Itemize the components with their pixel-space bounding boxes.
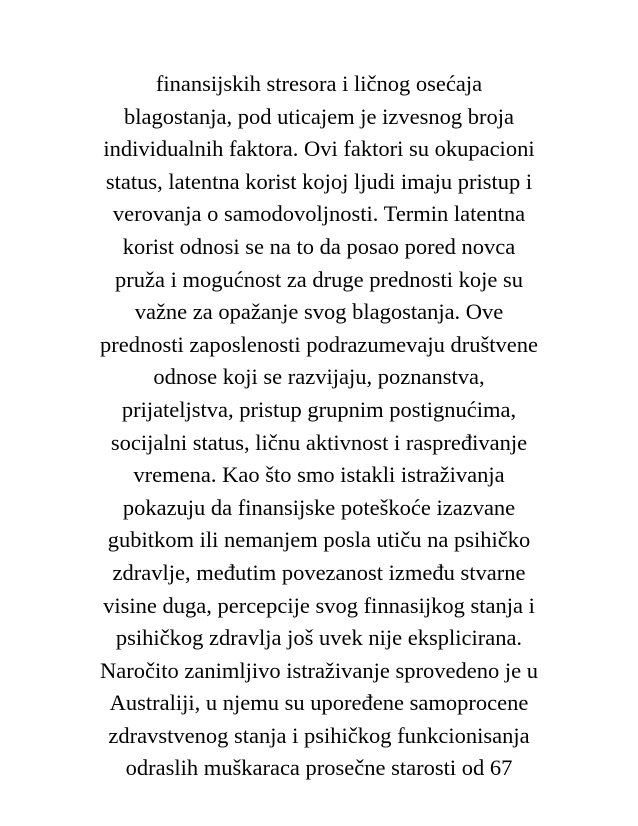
text-line: Naročito zanimljivo istraživanje sprovedeno je u bbox=[100, 657, 538, 683]
text-line: odnose koji se razvijaju, poznanstva, bbox=[153, 364, 485, 390]
text-line: gubitkom ili nemanjem posla utiču na psihičko bbox=[107, 527, 531, 553]
text-line: socijalni status, ličnu aktivnost i raspređivanje bbox=[110, 429, 528, 455]
body-paragraph bbox=[40, 68, 598, 785]
text-line: individualnih faktora. Ovi faktori su okupacioni bbox=[103, 136, 535, 162]
text-line: pokazuju da finansijske poteškoće izazvane bbox=[122, 494, 516, 520]
text-line: verovanja o samodovoljnosti. Termin latentna bbox=[112, 201, 526, 227]
text-line: blagostanja, pod uticajem je izvesnog broja bbox=[124, 103, 514, 129]
text-line: prijateljstva, pristup grupnim postignućima, bbox=[121, 396, 517, 422]
text-line: korist odnosi se na to da posao pored novca bbox=[122, 233, 516, 259]
text-line: pruža i mogućnost za druge prednosti koje su bbox=[114, 266, 524, 292]
text-line: zdravlje, međutim povezanost između stvarne bbox=[112, 559, 526, 585]
text-line: psihičkog zdravlja još uvek nije eksplicirana. bbox=[115, 625, 523, 651]
text-line: finansijskih stresora i ličnog osećaja bbox=[155, 71, 483, 96]
text-line: zdravstvenog stanja i psihičkog funkcionisanja bbox=[108, 722, 530, 748]
text-line: važne za opažanje svog blagostanja. Ove bbox=[134, 299, 504, 325]
text-line: visine duga, percepcije svog finnasijkog stanja i bbox=[103, 592, 535, 618]
text-line: prednosti zaposlenosti podrazumevaju društvene bbox=[99, 331, 538, 357]
text-line: odraslih muškaraca prosečne starosti od 67 bbox=[125, 755, 513, 781]
text-line: Australiji, u njemu su upoređene samoprocene bbox=[109, 690, 529, 716]
text-line: status, latentna korist kojoj ljudi imaju pristup i bbox=[105, 168, 533, 194]
text-line: vremena. Kao što smo istakli istraživanja bbox=[133, 462, 505, 488]
